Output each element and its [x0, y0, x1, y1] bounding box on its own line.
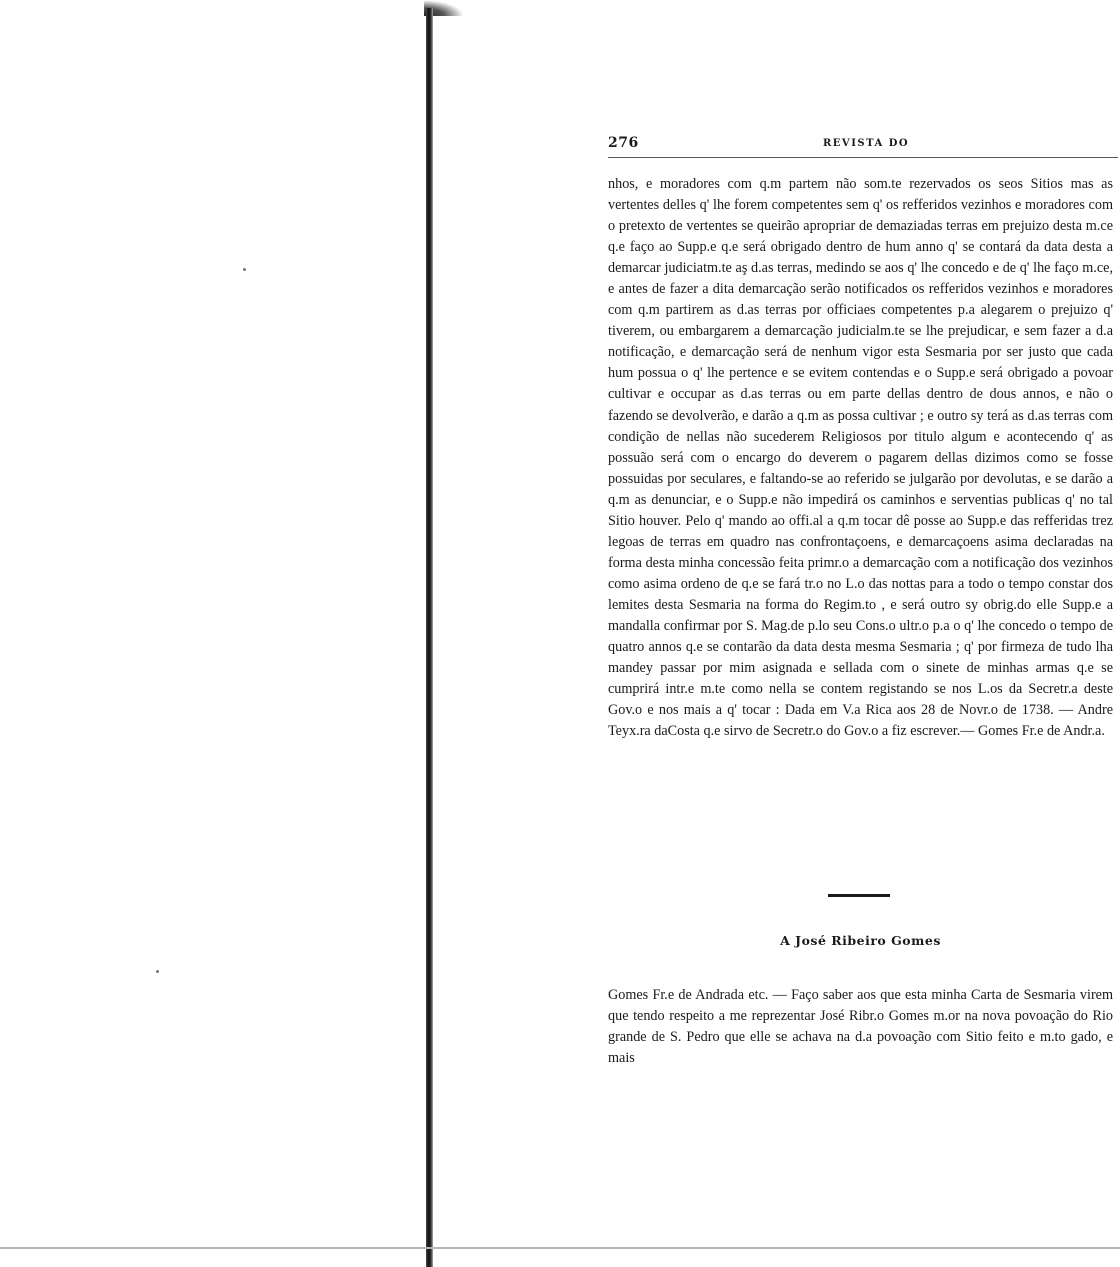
book-gutter-edge [426, 8, 433, 1267]
section-text [608, 985, 1113, 1069]
page-speck [156, 970, 159, 973]
left-page-margin [0, 0, 430, 1267]
section-separator [828, 894, 890, 897]
running-head [608, 135, 1110, 157]
page-number: 276 [608, 135, 639, 151]
section-paragraph: Gomes Fr.e de Andrada etc. — Faço saber aos que esta minha Carta de Sesmaria virem que tendo respeito a me reprezentar José Ribr.o Gomes m.or na nova povoação do Rio grande de S. Pedro que elle se achava na d.a povoação com Sitio feito e m.to gado, e mais [608, 987, 1113, 1067]
page-speck [243, 268, 246, 271]
header-title: REVISTA DO [823, 138, 910, 149]
body-paragraph: nhos, e moradores com q.m partem não som.te rezervados os seos Sitios mas as vertentes delles q' lhe forem competentes sem q' os refferidos vezinhos e moradores com o pretexto de vertentes se queirão apropriar de demaziadas terras em prejuizo desta m.ce q.e faço ao Supp.e q.e será obrigado dentro de hum anno q' se contará da data desta a demarcar judiciatm.te aş d.as terras, medindo se aos q' lhe concedo e de q' lhe faço m.ce, e antes de fazer a dita demarcação serão notificados os refferidos vezinhos e moradores com q.m partirem as d.as terras por officiaes competentes p.a alegarem o prejuizo q' tiverem, ou embargarem a demarcação judicialm.te se lhe prejudicar, e sem fazer a d.a notificação, e demarcação será de nenhum vigor esta Sesmaria por ser justo que cada hum possua o q' lhe pertence e se evitem contendas e o Supp.e será obrigado a povoar cultivar e occupar as d.as terras ou em parte dellas dentro de dous annos, e não o fazendo se devolverão, e darão a q.m as possa cultivar ; e outro sy terá as d.as terras com condição de nellas não sucederem Religiosos por titulo algum e acontecendo q' as possuão será com o encargo do deverem o pagarem dellas dizimos como se fosse possuidas por seculares, e faltando-se ao referido se julgarão por devolutas, e se darão a q.m as denunciar, e o Supp.e não impedirá os caminhos e serventias publicas q' no tal Sitio houver. Pelo q' mando ao offi.al a q.m tocar dê posse ao Supp.e das refferidas trez legoas de terras em quadro nas confrontaçoens, e demarcaçoens asima declaradas na forma desta minha concessão feita primr.o a demarcação com a notificação dos vezinhos como asima ordeno de q.e se fará tr.o no L.o das nottas para a todo o tempo constar dos lemites desta Sesmaria na forma do Regim.to , e será outro sy obrig.do elle Supp.e a mandalla confirmar por S. Mag.de p.lo seu Cons.o ultr.o p.a o q' lhe concedo o tempo de quatro annos q.e se contarão da data desta mesma Sesmaria ; q' por firmeza de tudo lha mandey passar por mim asignada e sellada com o sinete de minhas armas q.e se cumprirá intr.e m.te como nella se contem registando se nos L.os da Secretr.a deste Gov.o e nos mais a q' tocar : Dada em V.a Rica aos 28 de Novr.o de 1738. — Andre Teyx.ra daCosta q.e sirvo de Secretr.o do Gov.o a fiz escrever.— Gomes Fr.e de Andr.a. [608, 176, 1113, 740]
header-rule [608, 157, 1118, 158]
scan-bottom-edge [0, 1247, 1120, 1249]
body-text [608, 174, 1113, 742]
section-title: A José Ribeiro Gomes [780, 933, 941, 948]
